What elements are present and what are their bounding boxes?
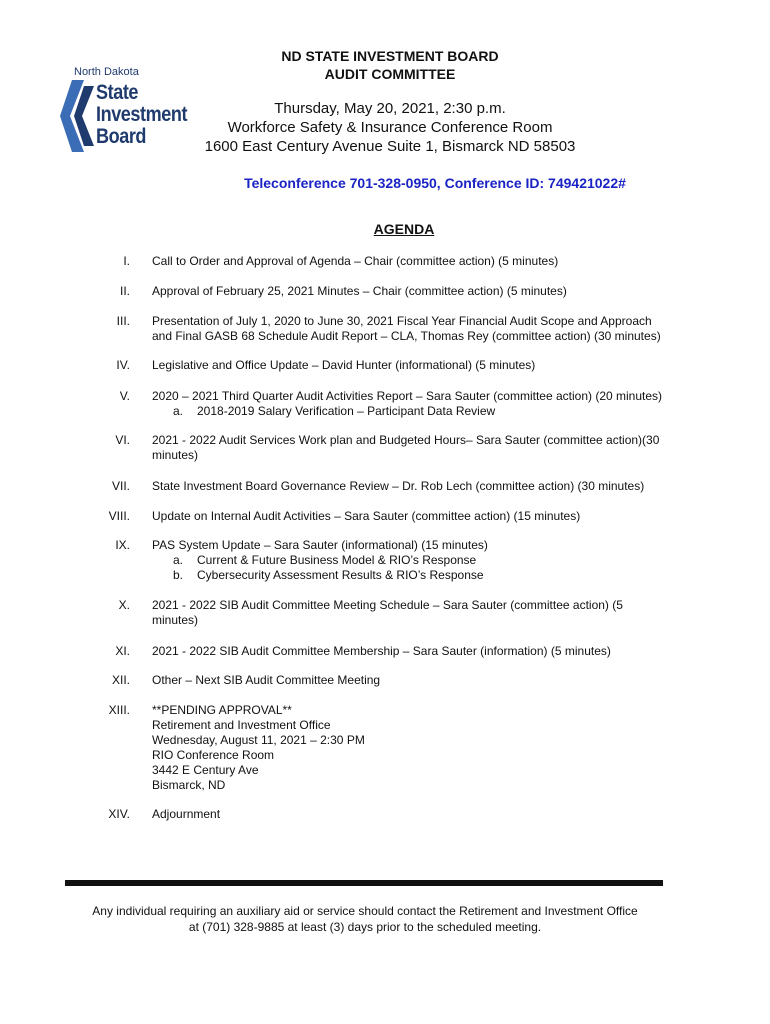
item-number: V. <box>119 389 130 403</box>
item-number: VII. <box>111 479 130 493</box>
item-number: IX. <box>115 538 130 552</box>
item-number: II. <box>119 284 130 298</box>
teleconference-info: Teleconference 701-328-0950, Conference ID: 749421022# <box>244 175 626 191</box>
item-number: XII. <box>111 673 130 687</box>
pending-approval-label: **PENDING APPROVAL** <box>152 703 292 717</box>
sub-item <box>152 568 712 583</box>
sub-item-text: Current & Future Business Model & RIO’s Response <box>197 553 477 567</box>
next-meeting-org: Retirement and Investment Office <box>152 718 331 732</box>
next-meeting-city: Bismarck, ND <box>152 778 226 792</box>
item-text: Call to Order and Approval of Agenda – Chair (committee action) (5 minutes) <box>152 254 559 268</box>
next-meeting-room: RIO Conference Room <box>152 748 275 762</box>
item-text: Presentation of July 1, 2020 to June 30, 2021 Fiscal Year Financial Audit Scope and Approach <box>152 314 652 328</box>
item-text: 2020 – 2021 Third Quarter Audit Activities Report – Sara Sauter (committee action) (20 minutes) <box>152 389 663 403</box>
item-text: Update on Internal Audit Activities – Sara Sauter (committee action) (15 minutes) <box>152 509 581 523</box>
logo-word-investment: Investment <box>96 103 188 126</box>
item-text-continued: minutes) <box>152 613 199 627</box>
item-number: XIV. <box>108 807 130 821</box>
sub-item-text: 2018-2019 Salary Verification – Participant Data Review <box>197 404 496 418</box>
footer-divider <box>65 880 663 886</box>
agenda-heading: AGENDA <box>373 221 435 237</box>
item-text: 2021 - 2022 Audit Services Work plan and Budgeted Hours– Sara Sauter (committee action)(30 <box>152 433 660 447</box>
meeting-room: Workforce Safety & Insurance Conference Room <box>227 119 553 136</box>
item-number: VI. <box>115 433 130 447</box>
sub-item-letter: a. <box>173 553 184 567</box>
logo-word-state: State <box>96 81 139 104</box>
board-title: ND STATE INVESTMENT BOARD <box>281 48 499 64</box>
item-number: III. <box>116 314 130 328</box>
item-text-continued: minutes) <box>152 448 199 462</box>
next-meeting-street: 3442 E Century Ave <box>152 763 259 777</box>
item-text: Other – Next SIB Audit Committee Meeting <box>152 673 381 687</box>
accessibility-notice <box>0 903 730 935</box>
item-text: 2021 - 2022 SIB Audit Committee Membership – Sara Sauter (information) (5 minutes) <box>152 644 611 658</box>
sub-item-text: Cybersecurity Assessment Results & RIO’s Response <box>197 568 484 582</box>
item-text: Legislative and Office Update – David Hunter (informational) (5 minutes) <box>152 358 536 372</box>
item-number: VIII. <box>108 509 130 523</box>
item-text: Approval of February 25, 2021 Minutes – Chair (committee action) (5 minutes) <box>152 284 567 298</box>
item-text: PAS System Update – Sara Sauter (informational) (15 minutes) <box>152 538 488 552</box>
sub-item <box>152 553 712 568</box>
sub-item-letter: b. <box>173 568 184 582</box>
notice-line-1: Any individual requiring an auxiliary aid or service should contact the Retirement and Investment Office <box>92 904 638 918</box>
logo-word-board: Board <box>96 125 147 148</box>
item-number: I. <box>123 254 130 268</box>
notice-line-2: at (701) 328-9885 at least (3) days prior to the scheduled meeting. <box>188 920 542 934</box>
item-number: XIII. <box>108 703 130 717</box>
item-text: 2021 - 2022 SIB Audit Committee Meeting Schedule – Sara Sauter (committee action) (5 <box>152 598 623 612</box>
next-meeting-date: Wednesday, August 11, 2021 – 2:30 PM <box>152 733 365 747</box>
item-number: IV. <box>116 358 130 372</box>
item-text-continued: and Final GASB 68 Schedule Audit Report – CLA, Thomas Rey (committee action) (30 minutes) <box>152 329 661 343</box>
item-number: XI. <box>115 644 130 658</box>
sub-item <box>152 404 712 419</box>
item-text: State Investment Board Governance Review – Dr. Rob Lech (committee action) (30 minutes) <box>152 479 645 493</box>
item-text: Adjournment <box>152 807 221 821</box>
meeting-date: Thursday, May 20, 2021, 2:30 p.m. <box>274 100 506 117</box>
sub-item-letter: a. <box>173 404 184 418</box>
logo-state-text: North Dakota <box>74 66 139 78</box>
committee-title: AUDIT COMMITTEE <box>324 66 456 82</box>
item-number: X. <box>118 598 130 612</box>
meeting-address: 1600 East Century Avenue Suite 1, Bismarck ND 58503 <box>204 138 576 155</box>
